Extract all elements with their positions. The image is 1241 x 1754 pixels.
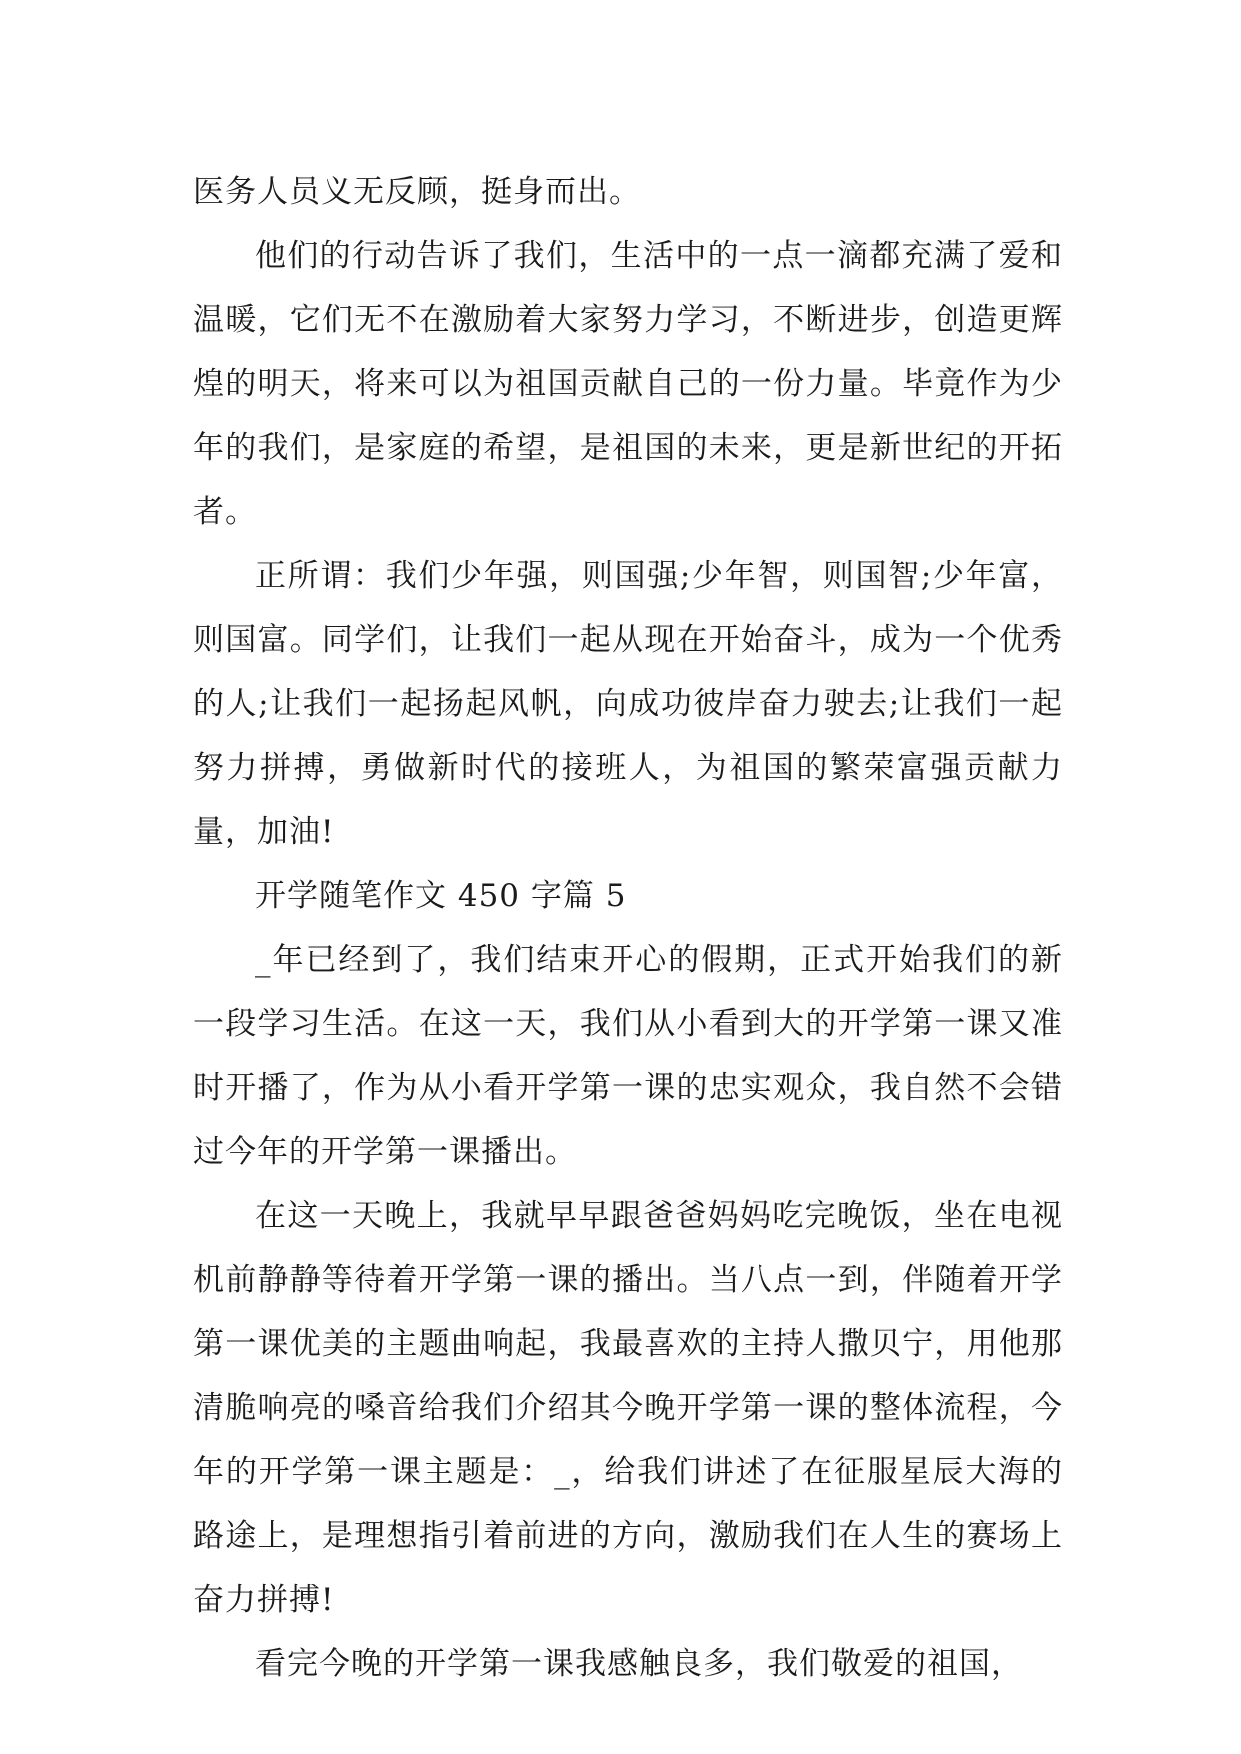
paragraph-6: 看完今晚的开学第一课我感触良多，我们敬爱的祖国，: [255, 1646, 1023, 1682]
paragraph-1: 医务人员义无反顾，挺身而出。: [193, 174, 641, 210]
section-heading: 开学随笔作文 450 字篇 5: [255, 878, 627, 914]
paragraph-4: _年已经到了，我们结束开心的假期，正式开始我们的新一段学习生活。在这一天，我们从小看到大的开学第一课又准时开播了，作为从小看开学第一课的忠实观众，我自然不会错过今年的开学第一课播出。: [193, 942, 1063, 1170]
paragraph-3: 正所谓：我们少年强，则国强;少年智，则国智;少年富，则国富。同学们，让我们一起从现在开始奋斗，成为一个优秀的人;让我们一起扬起风帆，向成功彼岸奋力驶去;让我们一起努力拼搏，勇做新时代的接班人，为祖国的繁荣富强贡献力量，加油!: [193, 558, 1063, 850]
paragraph-2: 他们的行动告诉了我们，生活中的一点一滴都充满了爱和温暖，它们无不在激励着大家努力学习，不断进步，创造更辉煌的明天，将来可以为祖国贡献自己的一份力量。毕竟作为少年的我们，是家庭的希望，是祖国的未来，更是新世纪的开拓者。: [193, 238, 1063, 530]
document-body: [193, 160, 1063, 1696]
paragraph-5: 在这一天晚上，我就早早跟爸爸妈妈吃完晚饭，坐在电视机前静静等待着开学第一课的播出。当八点一到，伴随着开学第一课优美的主题曲响起，我最喜欢的主持人撒贝宁，用他那清脆响亮的嗓音给我们介绍其今晚开学第一课的整体流程，今年的开学第一课主题是：_，给我们讲述了在征服星辰大海的路途上，是理想指引着前进的方向，激励我们在人生的赛场上奋力拼搏!: [193, 1198, 1063, 1618]
